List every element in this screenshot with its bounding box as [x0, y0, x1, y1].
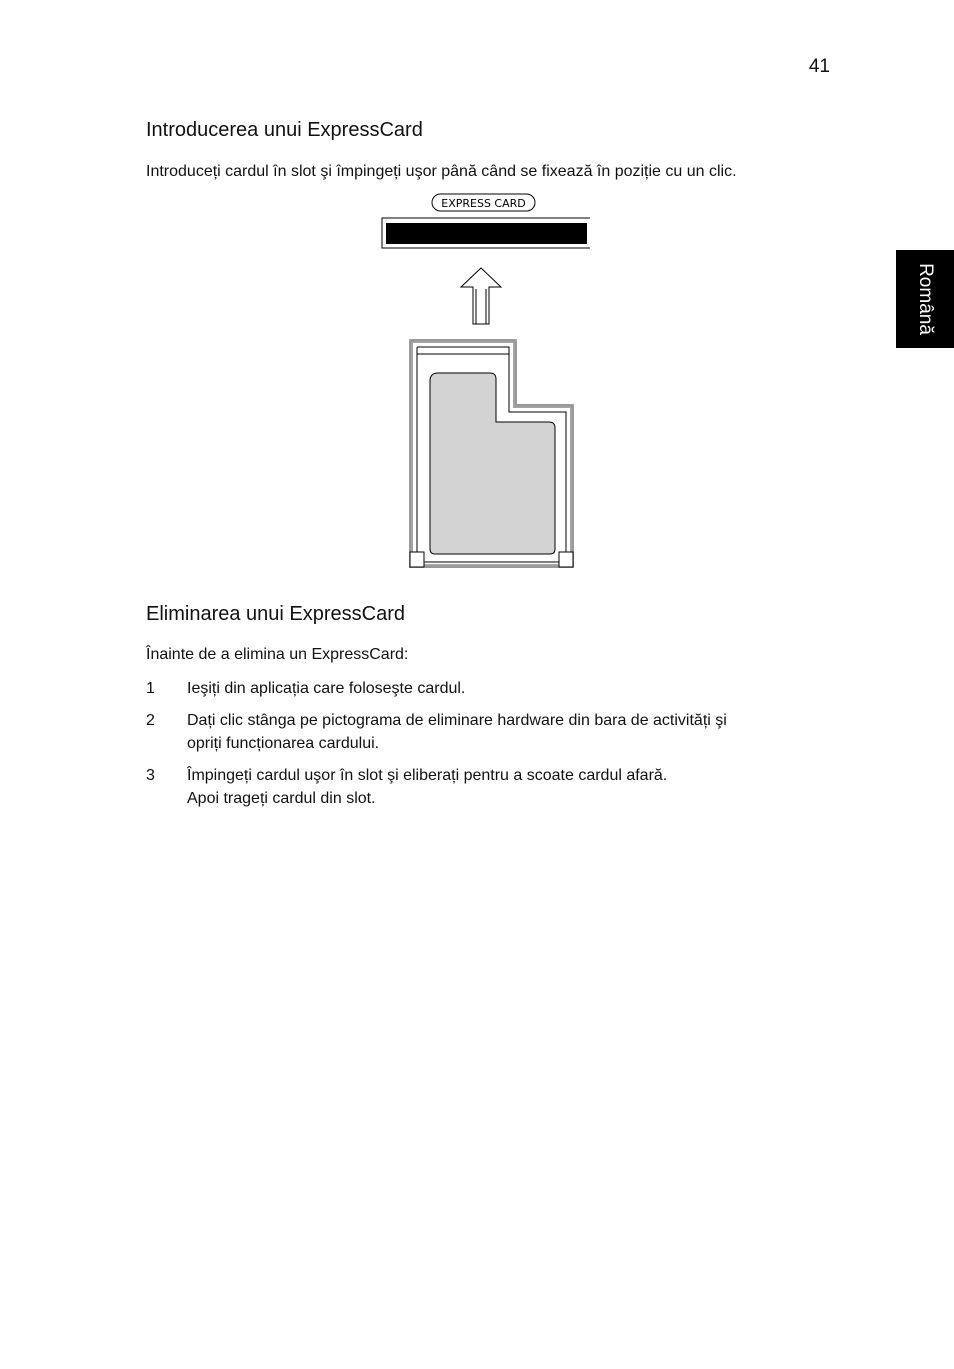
slot-label-badge: [432, 194, 535, 211]
expresscard-illustration: [370, 190, 590, 580]
page-number: 41: [808, 56, 830, 77]
list-item: [146, 764, 836, 810]
step-line: Împingeți cardul uşor în slot şi eliberați pentru a scoate cardul afară.: [187, 767, 668, 784]
step-text: [187, 709, 836, 755]
language-tab-label: Română: [915, 263, 936, 335]
expresscard-icon: [410, 340, 573, 567]
step-line: Dați clic stânga pe pictograma de eliminare hardware din bara de activități şi: [187, 712, 727, 729]
insert-heading: Introducerea unui ExpressCard: [146, 119, 423, 141]
step-number: 2: [146, 712, 155, 729]
step-line: Apoi trageți cardul din slot.: [187, 790, 376, 807]
remove-intro: Înainte de a elimina un ExpressCard:: [146, 646, 409, 663]
slot-label: EXPRESS CARD: [441, 197, 526, 210]
step-number: 1: [146, 680, 155, 697]
removal-steps-list: [146, 677, 836, 819]
remove-heading: Eliminarea unui ExpressCard: [146, 603, 406, 625]
step-number: 3: [146, 767, 155, 784]
language-tab: [896, 250, 954, 348]
insert-paragraph: Introduceți cardul în slot şi împingeți uşor până când se fixează în poziție cu un clic.: [146, 163, 737, 180]
list-item: [146, 677, 836, 700]
card-slot: [382, 218, 590, 248]
step-text: [187, 677, 836, 700]
arrow-up-icon: [461, 268, 501, 324]
step-line: Ieşiți din aplicația care foloseşte cardul.: [187, 680, 466, 697]
list-item: [146, 709, 836, 755]
step-line: opriți funcționarea cardului.: [187, 735, 380, 752]
step-text: [187, 764, 836, 810]
